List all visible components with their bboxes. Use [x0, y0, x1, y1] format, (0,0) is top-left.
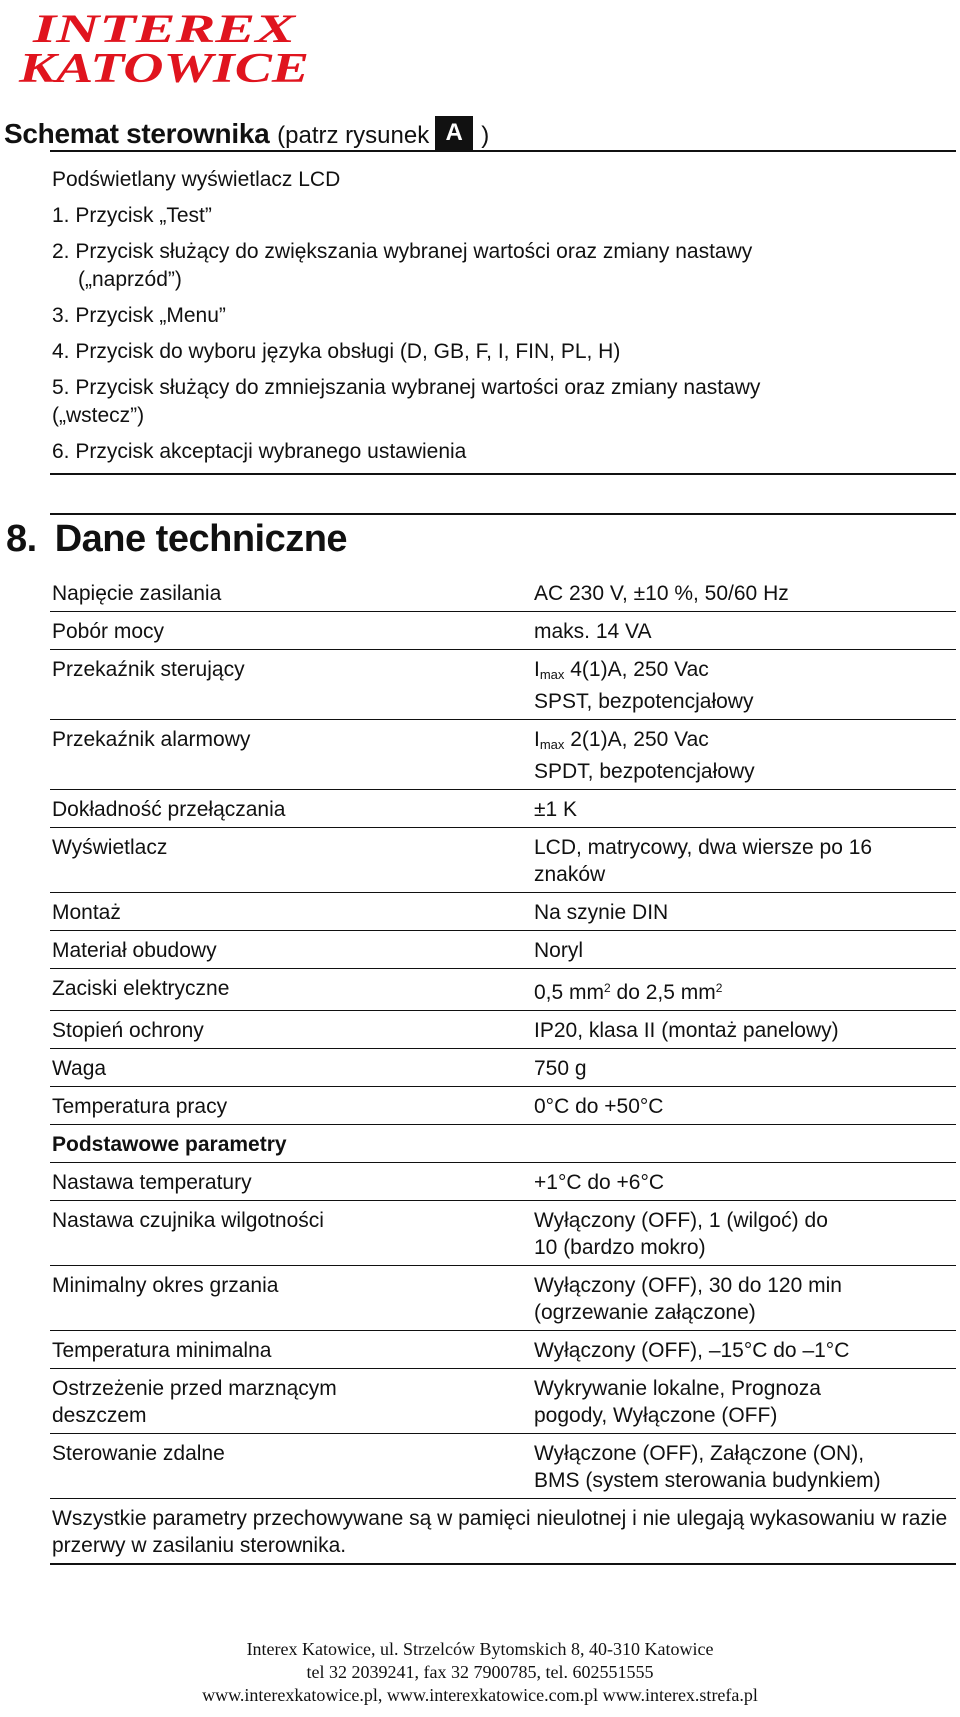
spec-label: Zaciski elektryczne — [52, 977, 230, 1000]
spec-value-superscript: 2 — [715, 981, 723, 995]
schemat-paren-open: (patrz rysunek — [277, 122, 430, 149]
spec-value: 750 g — [534, 1057, 587, 1080]
spec-subheading: Podstawowe parametry — [52, 1133, 287, 1156]
figure-badge: A — [435, 116, 473, 150]
spec-value-line1: Wyłączony (OFF), 1 (wilgoć) do — [534, 1209, 828, 1232]
spec-value — [534, 1207, 956, 1261]
spec-value-text: 2(1)A, 250 Vac — [564, 728, 709, 751]
spec-value-line2: pogody, Wyłączone (OFF) — [534, 1404, 778, 1427]
table-row — [50, 574, 956, 611]
spec-value-text: do 2,5 mm — [610, 981, 716, 1004]
table-row — [50, 1433, 956, 1498]
spec-label: Pobór mocy — [52, 620, 165, 643]
spec-label: Wyświetlacz — [52, 836, 168, 859]
spec-label-line1: Ostrzeżenie przed marznącym — [52, 1377, 337, 1400]
note-line-2: przerwy w zasilaniu sterownika. — [52, 1534, 347, 1557]
table-row — [50, 789, 956, 827]
note-line-1: Wszystkie parametry przechowywane są w pamięci nieulotnej i nie ulegają wykasowaniu w razie — [52, 1507, 948, 1530]
spec-label: Waga — [52, 1057, 107, 1080]
logo-line-2: KATOWICE — [17, 46, 310, 88]
footer-phone: tel 32 2039241, fax 32 7900785, tel. 602551555 — [306, 1662, 654, 1682]
list-item: 6. Przycisk akceptacji wybranego ustawienia — [52, 440, 467, 463]
list-item: 4. Przycisk do wyboru języka obsługi (D, GB, F, I, FIN, PL, H) — [52, 340, 621, 363]
table-row — [50, 892, 956, 930]
list-item: 3. Przycisk „Menu” — [52, 304, 226, 327]
spec-value — [534, 1272, 956, 1326]
spec-value: ±1 K — [534, 798, 578, 821]
spec-value-text: 4(1)A, 250 Vac — [564, 658, 709, 681]
spec-value — [534, 656, 956, 715]
spec-value — [534, 726, 956, 785]
spec-value-line2: 10 (bardzo mokro) — [534, 1236, 706, 1259]
controller-elements-list — [52, 166, 952, 474]
section-number: 8. — [6, 518, 37, 560]
spec-label: Stopień ochrony — [52, 1019, 204, 1042]
spec-value — [534, 975, 956, 1006]
spec-value: Noryl — [534, 939, 584, 962]
spec-value — [534, 834, 956, 888]
spec-value-subscript: max — [539, 737, 565, 752]
spec-label: Materiał obudowy — [52, 939, 217, 962]
footer-websites: www.interexkatowice.pl, www.interexkatowice.com.pl www.interex.strefa.pl — [202, 1685, 758, 1705]
logo-line-1: INTEREX — [31, 6, 297, 51]
spec-label: Temperatura minimalna — [52, 1339, 272, 1362]
spec-label: Przekaźnik alarmowy — [52, 728, 251, 751]
spec-label: Minimalny okres grzania — [52, 1274, 279, 1297]
spec-label: Nastawa czujnika wilgotności — [52, 1209, 324, 1232]
spec-value-line1: Wykrywanie lokalne, Prognoza — [534, 1377, 821, 1400]
spec-value-line2: (ogrzewanie załączone) — [534, 1301, 756, 1324]
divider — [50, 513, 956, 515]
list-item: Podświetlany wyświetlacz LCD — [52, 168, 341, 191]
spec-value-subscript: max — [539, 667, 565, 682]
spec-value — [534, 1131, 956, 1158]
spec-value-line1: LCD, matrycowy, dwa wiersze po 16 — [534, 836, 873, 859]
schemat-title: Schemat sterownika — [4, 118, 270, 149]
table-row — [50, 827, 956, 892]
spec-value: +1°C do +6°C — [534, 1171, 665, 1194]
table-row — [50, 1200, 956, 1265]
schemat-heading — [4, 118, 489, 153]
company-logo — [14, 6, 334, 88]
schemat-paren-close: ) — [481, 122, 490, 149]
table-subheading-row — [50, 1124, 956, 1162]
note-row — [50, 1498, 956, 1565]
section-title: Dane techniczne — [54, 518, 348, 560]
table-row — [50, 611, 956, 649]
spec-value-line2: znaków — [534, 863, 606, 886]
spec-label: Temperatura pracy — [52, 1095, 228, 1118]
table-row — [50, 1048, 956, 1086]
spec-value: 0°C do +50°C — [534, 1095, 664, 1118]
spec-value: Na szynie DIN — [534, 901, 669, 924]
memory-note — [52, 1505, 956, 1559]
table-row — [50, 1086, 956, 1124]
spec-label: Montaż — [52, 901, 121, 924]
list-item: 1. Przycisk „Test” — [52, 204, 212, 227]
spec-value-line2: BMS (system sterowania budynkiem) — [534, 1469, 881, 1492]
spec-value-line2: SPST, bezpotencjałowy — [534, 690, 754, 713]
divider — [50, 150, 956, 152]
spec-value-superscript: 2 — [604, 981, 611, 995]
list-item-continuation: („wstecz”) — [52, 404, 145, 427]
spec-value-line1: Wyłączone (OFF), Załączone (ON), — [534, 1442, 865, 1465]
spec-label: Nastawa temperatury — [52, 1171, 252, 1194]
footer-address: Interex Katowice, ul. Strzelców Bytomskich 8, 40-310 Katowice — [246, 1639, 714, 1659]
spec-label: Dokładność przełączania — [52, 798, 286, 821]
table-row — [50, 1010, 956, 1048]
technical-data-table — [50, 574, 956, 1565]
table-row — [50, 1330, 956, 1368]
divider — [50, 473, 956, 475]
spec-value-line2: SPDT, bezpotencjałowy — [534, 760, 755, 783]
list-item-continuation: („naprzód”) — [78, 268, 182, 291]
spec-value-symbol: I — [534, 728, 540, 751]
spec-value: maks. 14 VA — [534, 620, 652, 643]
list-item: 2. Przycisk służący do zwiększania wybranej wartości oraz zmiany nastawy — [52, 240, 753, 263]
table-row — [50, 719, 956, 789]
table-row — [50, 1368, 956, 1433]
table-row — [50, 1162, 956, 1200]
table-row — [50, 1265, 956, 1330]
spec-value — [534, 1375, 956, 1429]
spec-value — [534, 1440, 956, 1494]
spec-value: AC 230 V, ±10 %, 50/60 Hz — [534, 582, 789, 605]
spec-value-text: 0,5 mm — [534, 981, 605, 1004]
table-row — [50, 649, 956, 719]
spec-label: Sterowanie zdalne — [52, 1442, 225, 1465]
spec-label-line2: deszczem — [52, 1404, 147, 1427]
list-item: 5. Przycisk służący do zmniejszania wybranej wartości oraz zmiany nastawy — [52, 376, 761, 399]
spec-value-line1: Wyłączony (OFF), 30 do 120 min — [534, 1274, 842, 1297]
section-heading — [6, 518, 347, 561]
spec-value-symbol: I — [534, 658, 540, 681]
table-row — [50, 968, 956, 1010]
spec-value: IP20, klasa II (montaż panelowy) — [534, 1019, 839, 1042]
spec-label: Przekaźnik sterujący — [52, 658, 245, 681]
spec-value: Wyłączony (OFF), –15°C do –1°C — [534, 1339, 850, 1362]
company-footer — [0, 1638, 960, 1707]
table-row — [50, 930, 956, 968]
spec-label: Napięcie zasilania — [52, 582, 222, 605]
spec-label — [52, 1375, 534, 1429]
